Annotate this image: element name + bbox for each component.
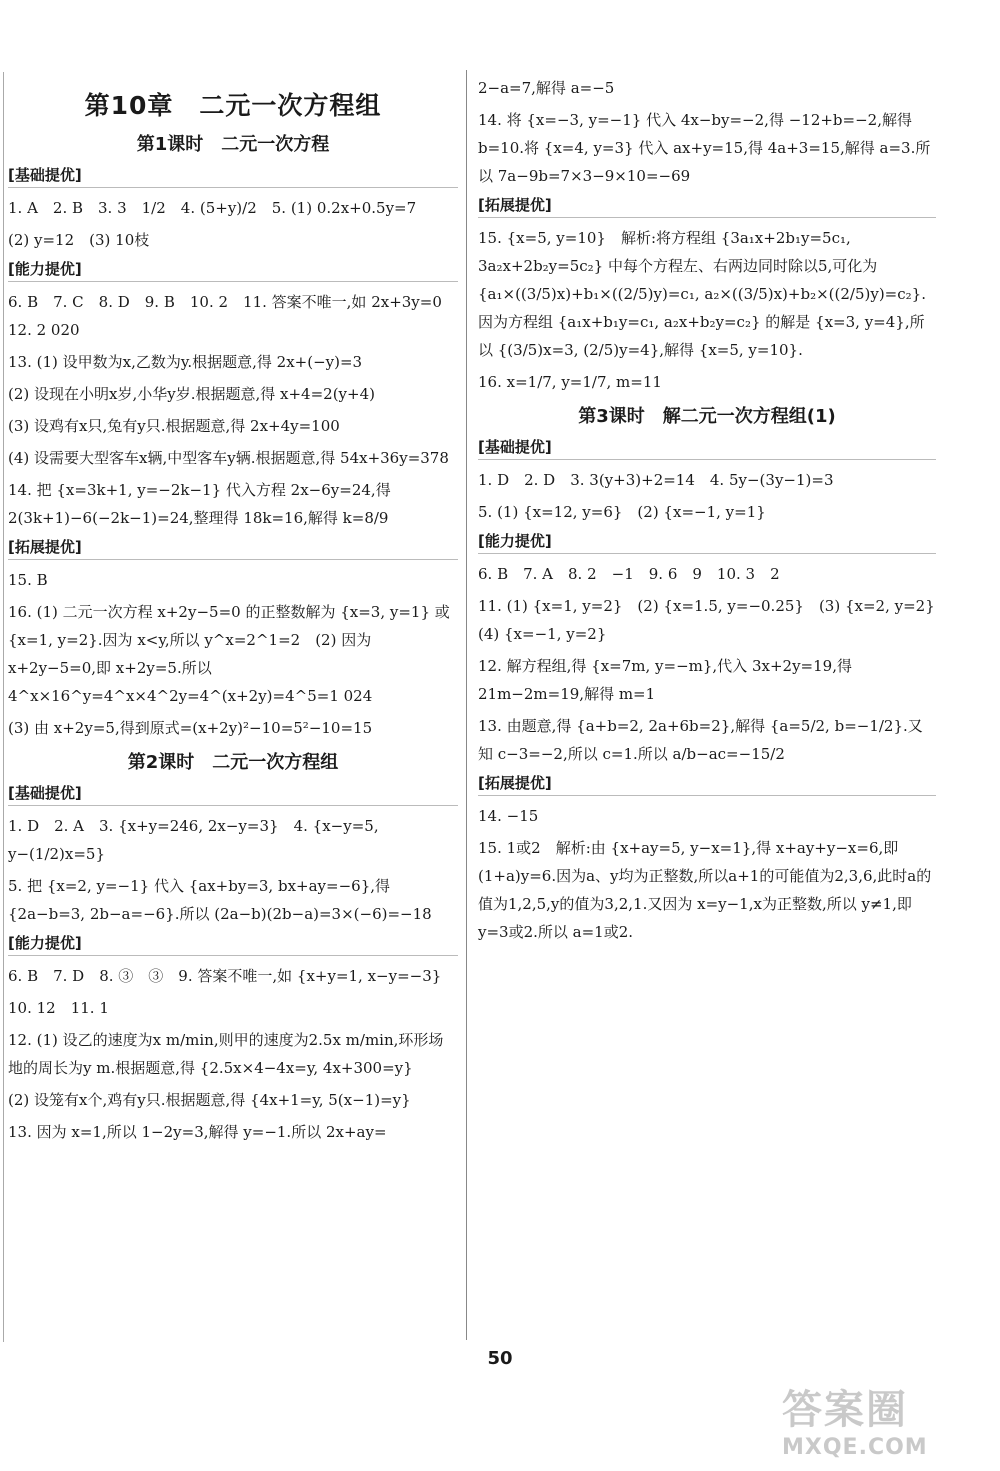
section-ability: [能力提优] [8,258,458,282]
answer-line: (3) 设鸡有x只,兔有y只.根据题意,得 2x+4y=100 [8,417,340,435]
answer-line: 15. {x=5, y=10} 解析:将方程组 {3a₁x+2b₁y=5c₁, 3a₂x+2b₂y=5c₂} 中每个方程左、右两边同时除以5,可化为 {a₁×((3/5)x)+b₁×((2/5)y)=c₁, a₂×((3/5)x)+b₂×((2/5)y)=c₂}.因为方程组 {a₁x+b₁y=c₁, a₂x+b₂y=c₂} 的解是 {x=3, y=4},所以 {(3/5)x=3, (2/5)y=4},解得 {x=5, y=10}. [478,229,926,359]
lesson-title-3: 第3课时 解二元一次方程组(1) [578,406,836,427]
section-extend: [拓展提优] [8,536,458,560]
answer-line: 16. x=1/7, y=1/7, m=11 [478,373,662,391]
answer-line: 13. 因为 x=1,所以 1−2y=3,解得 y=−1.所以 2x+ay= [8,1123,387,1141]
left-column [8,70,458,1150]
section-ability: [能力提优] [8,932,458,956]
watermark-url: MXQE.COM [782,1435,928,1460]
answer-line: 15. B [8,571,48,589]
answer-line: 12. (1) 设乙的速度为x m/min,则甲的速度为2.5x m/min,环形场地的周长为y m.根据题意,得 {2.5x×4−4x=y, 4x+300=y} [8,1031,444,1077]
lesson-title-1: 第1课时 二元一次方程 [136,134,330,155]
answer-line: 1. D 2. D 3. 3(y+3)+2=14 4. 5y−(3y−1)=3 [478,471,834,489]
answer-line: 2−a=7,解得 a=−5 [478,79,615,97]
section-basic: [基础提优] [478,436,936,460]
margin-rule [3,72,4,1342]
answer-line: (2) 设笼有x个,鸡有y只.根据题意,得 {4x+1=y, 5(x−1)=y} [8,1091,411,1109]
column-divider [466,70,467,1340]
answer-line: 1. A 2. B 3. 3 1/2 4. (5+y)/2 5. (1) 0.2x+0.5y=7 [8,199,417,217]
answer-line: 6. B 7. C 8. D 9. B 10. 2 11. 答案不唯一,如 2x+3y=0 12. 2 020 [8,293,457,339]
answer-line: (4) 设需要大型客车x辆,中型客车y辆.根据题意,得 54x+36y=378 [8,449,449,467]
answer-line: 15. 1或2 解析:由 {x+ay=5, y−x=1},得 x+ay+y−x=6,即(1+a)y=6.因为a、y均为正整数,所以a+1的可能值为2,3,6,此时a的值为1,2,5,y的值为3,2,1.又因为 x=y−1,x为正整数,所以 y≠1,即 y=3或2.所以 a=1或2. [478,839,932,941]
section-basic: [基础提优] [8,782,458,806]
watermark [782,1378,982,1458]
answer-line: 14. 将 {x=−3, y=−1} 代入 4x−by=−2,得 −12+b=−2,解得 b=10.将 {x=4, y=3} 代入 ax+y=15,得 4a+3=15,解得 a=3.所以 7a−9b=7×3−9×10=−69 [478,111,931,185]
chapter-title: 第10章 二元一次方程组 [84,91,382,120]
watermark-logo: 答案圈 [782,1387,908,1433]
answer-line: (3) 由 x+2y=5,得到原式=(x+2y)²−10=5²−10=15 [8,719,373,737]
answer-line: 10. 12 11. 1 [8,999,109,1017]
answer-line: 6. B 7. D 8. ③ ③ 9. 答案不唯一,如 {x+y=1, x−y=−3} [8,967,442,985]
answer-line: 12. 解方程组,得 {x=7m, y=−m},代入 3x+2y=19,得 21m−2m=19,解得 m=1 [478,657,852,703]
answer-line: 1. D 2. A 3. {x+y=246, 2x−y=3} 4. {x−y=5, y−(1/2)x=5} [8,817,379,863]
answer-line: 14. 把 {x=3k+1, y=−2k−1} 代入方程 2x−6y=24,得 2(3k+1)−6(−2k−1)=24,整理得 18k=16,解得 k=8/9 [8,481,391,527]
answer-line: 11. (1) {x=1, y=2} (2) {x=1.5, y=−0.25} (3) {x=2, y=2} (4) {x=−1, y=2} [478,597,950,643]
answer-line: 14. −15 [478,807,539,825]
right-column [478,70,950,950]
answer-line: 5. 把 {x=2, y=−1} 代入 {ax+by=3, bx+ay=−6},得 {2a−b=3, 2b−a=−6}.所以 (2a−b)(2b−a)=3×(−6)=−18 [8,877,432,923]
section-extend: [拓展提优] [478,772,936,796]
answer-line: 5. (1) {x=12, y=6} (2) {x=−1, y=1} [478,503,766,521]
answer-line: (2) y=12 (3) 10枝 [8,231,150,249]
lesson-title-2: 第2课时 二元一次方程组 [127,752,339,773]
section-ability: [能力提优] [478,530,936,554]
page-number: 50 [487,1348,513,1369]
answer-line: 16. (1) 二元一次方程 x+2y−5=0 的正整数解为 {x=3, y=1} 或 {x=1, y=2}.因为 x<y,所以 y^x=2^1=2 (2) 因为 x+2y−5=0,即 x+2y=5.所以 4^x×16^y=4^x×4^2y=4^(x+2y)=4^5=1 024 [8,603,450,705]
section-extend: [拓展提优] [478,194,936,218]
answer-line: (2) 设现在小明x岁,小华y岁.根据题意,得 x+4=2(y+4) [8,385,375,403]
answer-line: 13. (1) 设甲数为x,乙数为y.根据题意,得 2x+(−y)=3 [8,353,363,371]
answer-line: 13. 由题意,得 {a+b=2, 2a+6b=2},解得 {a=5/2, b=−1/2}.又知 c−3=−2,所以 c=1.所以 a/b−ac=−15/2 [478,717,923,763]
answer-line: 6. B 7. A 8. 2 −1 9. 6 9 10. 3 2 [478,565,780,583]
section-basic: [基础提优] [8,164,458,188]
